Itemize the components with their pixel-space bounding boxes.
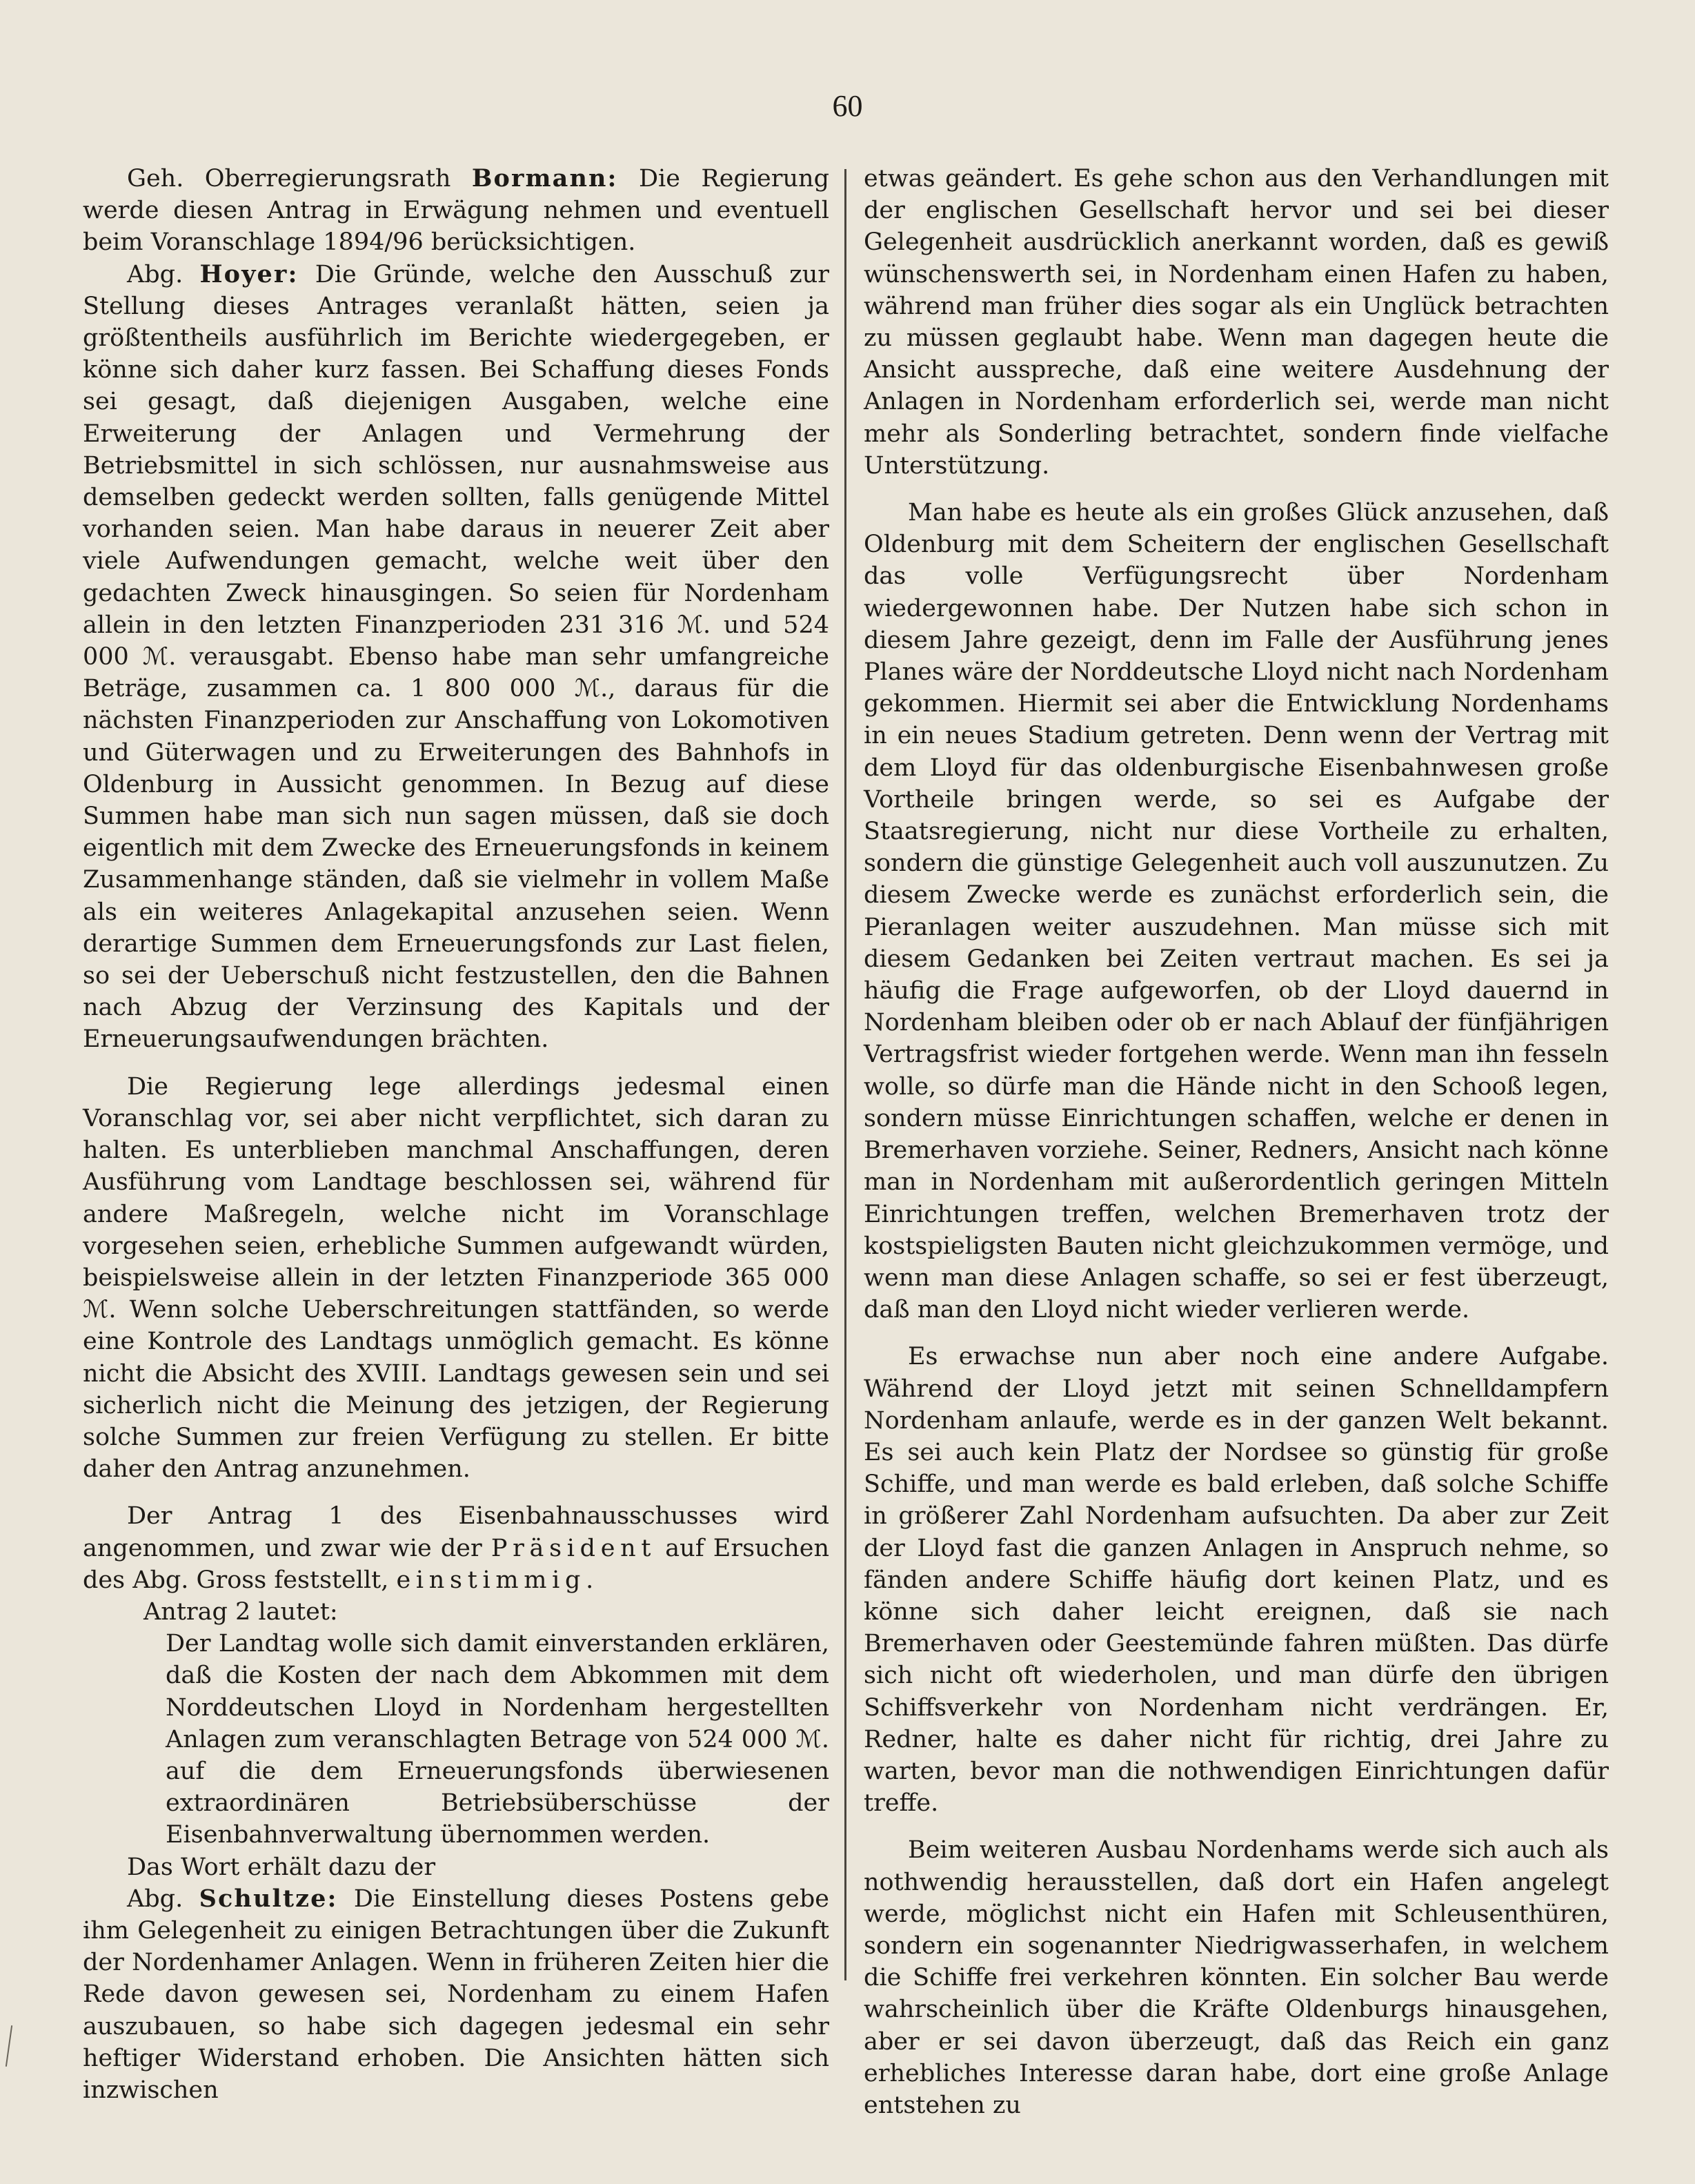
antrag-label: Antrag 2 lautet:: [143, 1597, 338, 1626]
speaker-name: Hoyer:: [199, 259, 299, 288]
paragraph-oldenburg: Man habe es heute als ein großes Glück anzusehen, daß Oldenburg mit dem Scheitern der englischen Gesellschaft das volle Verfügungsrecht über Nordenham wiedergewonnen habe. Der Nutzen habe sich schon in diesem Jahre gezeigt, denn im Falle der Ausführung jenes Planes wäre der Norddeutsche Lloyd nicht nach Nordenham gekommen. Hiermit sei aber die Entwicklung Nordenhams in ein neues Stadium getreten. Denn wenn der Vertrag mit dem Lloyd für das oldenburgische Eisenbahnwesen große Vortheile bringen werde, so sei es Aufgabe der Staatsregierung, nicht nur diese Vortheile zu erhalten, sondern die günstige Gelegenheit auch voll auszunutzen. Zu diesem Zwecke werde es zunächst erforderlich sein, die Pieranlagen weiter auszudehnen. Man müsse sich mit diesem Gedanken bei Zeiten vertraut machen. Es sei ja häufig die Frage aufgeworfen, ob der Lloyd dauernd in Nordenham bleiben oder ob er nach Ablauf der fünfjährigen Vertragsfrist wieder fortgehen werde. Wenn man ihn fesseln wolle, so dürfe man die Hände nicht in den Schooß legen, sondern müsse Einrichtungen schaffen, welche er denen in Bremerhaven vorziehe. Seiner, Redners, Ansicht nach könne man in Nordenham mit außerordentlich geringen Mitteln Einrichtungen treffen, welchen Bremerhaven trotz der kostspieligsten Bauten nicht gleichzukommen vermöge, und wenn man diese Anlagen schaffe, so sei er fest überzeugt, daß man den Lloyd nicht wieder verlieren werde.: [864, 499, 1609, 1324]
column-divider: [844, 169, 846, 1980]
antrag-text: Der Landtag wolle sich damit einverstanden erklären, daß die Kosten der nach dem Abkommen mit dem Norddeutschen Lloyd in Nordenham hergestellten Anlagen zum veranschlagten Betrage von 524 000 ℳ. auf die dem Erneuerungsfonds überwiesenen extraordinären Betriebsüberschüsse der Eisenbahnverwaltung übernommen werden.: [166, 1630, 829, 1849]
paragraph-bormann: Geh. Oberregierungsrath Bormann: Die Regierung werde diesen Antrag in Erwägung nehmen und eventuell beim Voranschlage 1894/96 berücksichtigen.: [83, 164, 829, 257]
paragraph-hoyer: Abg. Hoyer: Die Gründe, welche den Ausschuß zur Stellung dieses Antrages veranlaßt hätten, seien ja größtentheils ausführlich im Berichte wiedergegeben, er könne sich daher kurz fassen. Bei Schaffung dieses Fonds sei gesagt, daß diejenigen Ausgaben, welche eine Erweiterung der Anlagen und Vermehrung der Betriebsmittel in sich schlössen, nur ausnahmsweise aus demselben gedeckt werden sollten, falls genügende Mittel vorhanden seien. Man habe daraus in neuerer Zeit aber viele Aufwendungen gemacht, welche weit über den gedachten Zweck hinausgingen. So seien für Nordenham allein in den letzten Finanzperioden 231 316 ℳ. und 524 000 ℳ. verausgabt. Ebenso habe man sehr umfangreiche Beträge, zusammen ca. 1 800 000 ℳ., daraus für die nächsten Finanzperioden zur Anschaffung von Lokomotiven und Güterwagen und zu Erweiterungen des Bahnhofs in Oldenburg in Aussicht genommen. In Bezug auf diese Summen habe man sich nun sagen müssen, daß sie doch eigentlich mit dem Zwecke des Erneuerungsfonds in keinem Zusammenhange ständen, daß sie vielmehr in vollem Maße als ein weiteres Anlagekapital anzusehen seien. Wenn derartige Summen dem Erneuerungsfonds zur Last fielen, so sei der Ueberschuß nicht festzustellen, den die Bahnen nach Abzug der Verzinsung des Kapitals und der Erneuerungsaufwendungen brächten.: [83, 259, 829, 1054]
paragraph-aufgabe: Es erwachse nun aber noch eine andere Aufgabe. Während der Lloyd jetzt mit seinen Schnelldampfern Nordenham anlaufe, werde es in der ganzen Welt bekannt. Es sei auch kein Platz der Nordsee so günstig für große Schiffe, und man werde es bald erleben, daß solche Schiffe in größerer Zahl Nordenham aufsuchten. Da aber zur Zeit der Lloyd fast die ganzen Anlagen in Anspruch nehme, so fänden andere Schiffe häufig dort keinen Platz, und es könne sich daher leicht ereignen, daß sie nach Bremerhaven oder Geestemünde fahren müßten. Das dürfe sich nicht oft wiederholen, und man dürfe den übrigen Schiffsverkehr von Nordenham nicht verdrängen. Er, Redner, halte es daher nicht für richtig, drei Jahre zu warten, bevor man die nothwendigen Einrichtungen dafür treffe.: [864, 1343, 1609, 1818]
left-column: [83, 163, 829, 2106]
paragraph-ausbau: Beim weiteren Ausbau Nordenhams werde sich auch als nothwendig herausstellen, daß dort ein Hafen angelegt werde, möglichst nicht ein Hafen mit Schleusenthüren, sondern ein sogenannter Niedrigwasserhafen, in welchem die Schiffe frei verkehren könnten. Ein solcher Bau werde wahrscheinlich über die Kräfte Oldenburgs hinausgehen, aber er sei davon überzeugt, daß das Reich ein ganz erhebliches Interesse daran habe, dort eine große Anlage entstehen zu: [864, 1836, 1609, 2119]
paragraph-regierung: Die Regierung lege allerdings jedesmal einen Voranschlag vor, sei aber nicht verpflichtet, sich daran zu halten. Es unterblieben manchmal Anschaffungen, deren Ausführung vom Landtage beschlossen sei, während für andere Maßregeln, welche nicht im Voranschlage vorgesehen seien, erhebliche Summen aufgewandt würden, beispielsweise allein in der letzten Finanzperiode 365 000 ℳ. Wenn solche Ueberschreitungen stattfänden, so werde eine Kontrole des Landtags unmöglich gemacht. Es könne nicht die Absicht des XVIII. Landtags gewesen sein und sei sicherlich nicht die Meinung des jetzigen, der Regierung solche Summen zur freien Verfügung zu stellen. Er bitte daher den Antrag anzunehmen.: [83, 1072, 829, 1484]
wort-line: Das Wort erhält dazu der: [127, 1853, 436, 1881]
speaker-name: Schultze:: [199, 1884, 338, 1913]
page-number: 60: [832, 89, 863, 123]
paragraph-schultze: Abg. Schultze: Die Einstellung dieses Postens gebe ihm Gelegenheit zu einigen Betrachtungen über die Zukunft der Nordenhamer Anlagen. Wenn in früheren Zeiten hier die Rede davon gewesen sei, Nordenham zu einem Hafen auszubauen, so habe sich dagegen jedesmal ein sehr heftiger Widerstand erhoben. Die Ansichten hätten sich inzwischen: [83, 1884, 829, 2104]
speaker-name: Bormann:: [471, 164, 618, 193]
right-column: [864, 163, 1609, 2121]
paragraph-continuation: etwas geändert. Es gehe schon aus den Verhandlungen mit der englischen Gesellschaft hervor und sei bei dieser Gelegenheit ausdrücklich anerkannt worden, daß es gewiß wünschenswerth sei, in Nordenham einen Hafen zu haben, während man früher dies sogar als ein Unglück betrachten zu müssen geglaubt habe. Wenn man dagegen heute die Ansicht ausspreche, daß eine weitere Ausdehnung der Anlagen in Nordenham erforderlich sei, werde man nicht mehr als Sonderling betrachtet, sondern finde vielfache Unterstützung.: [864, 165, 1609, 480]
margin-mark: [6, 2025, 12, 2067]
paragraph-antrag-1: Der Antrag 1 des Eisenbahnausschusses wird angenommen, und zwar wie der Präsident auf Ersuchen des Abg. Gross feststellt, einstimmig.: [83, 1502, 829, 1594]
